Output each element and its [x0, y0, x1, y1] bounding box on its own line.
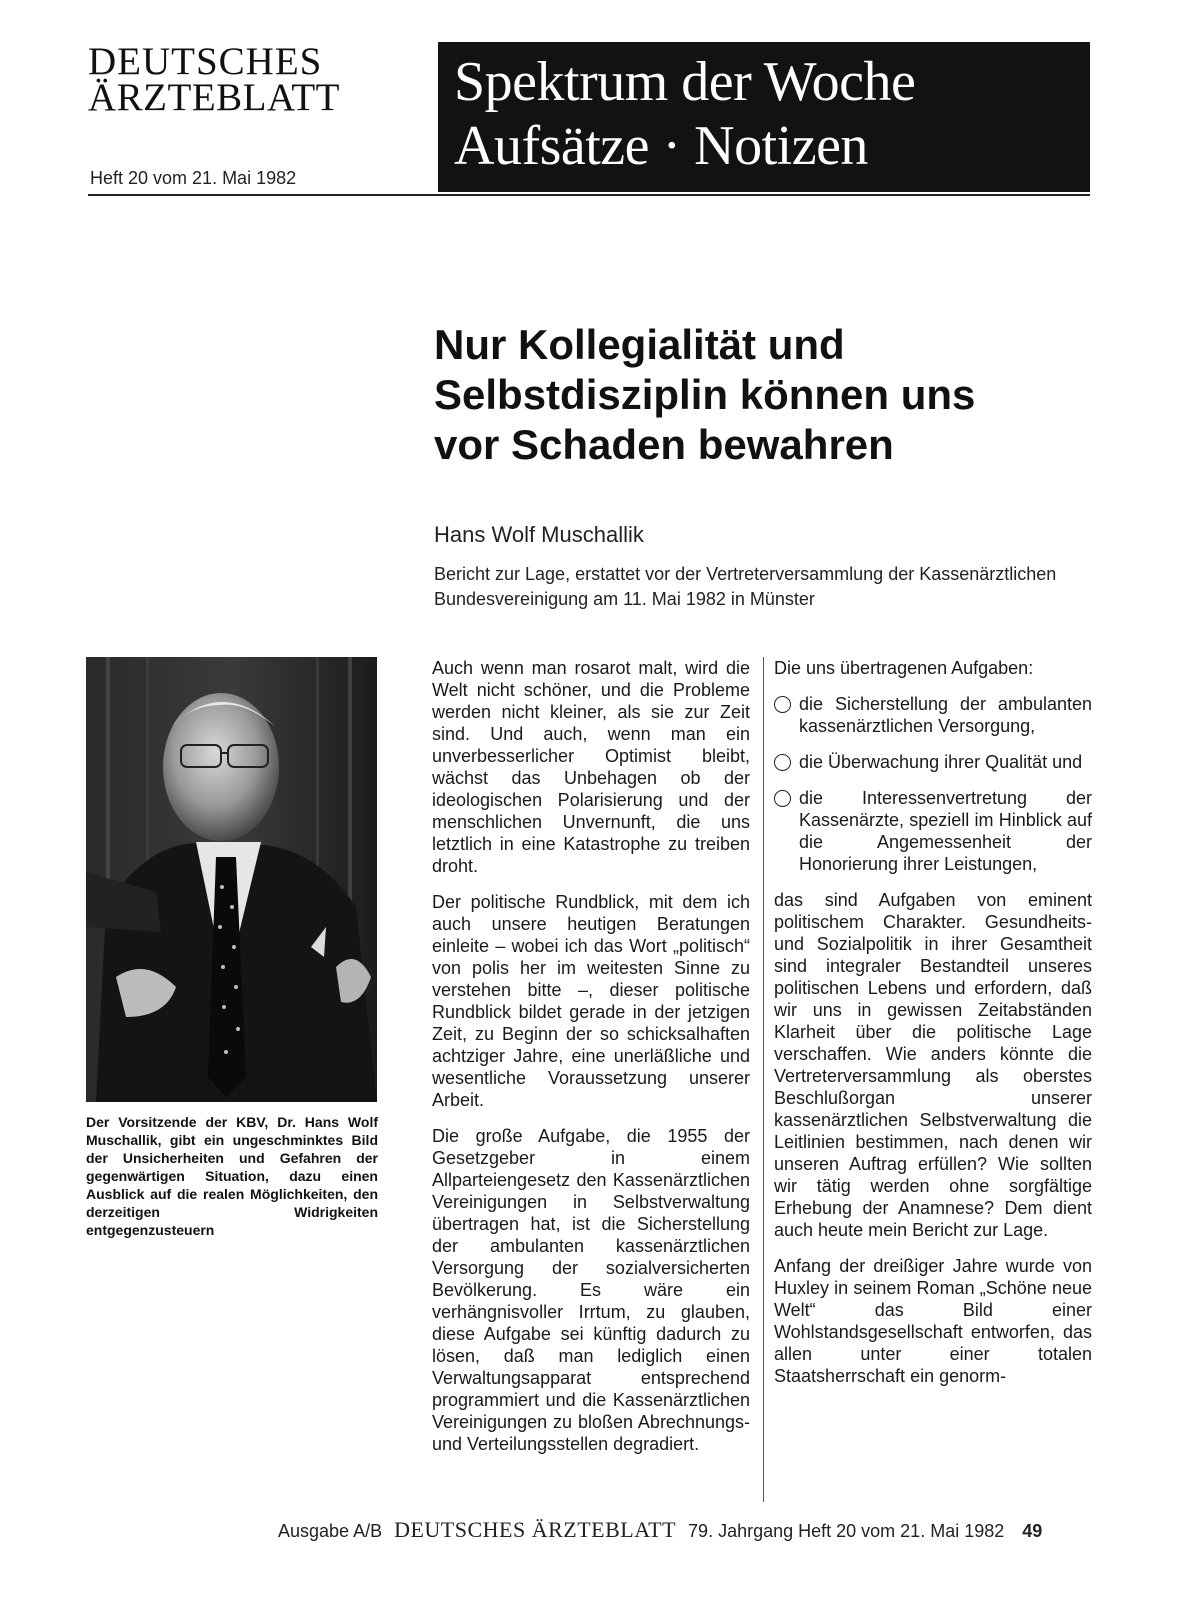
headline-line2: Selbstdisziplin können uns	[434, 371, 976, 418]
paragraph: Die große Aufgabe, die 1955 der Gesetzgeber in einem Allparteiengesetz den Kassenärztlichen Vereinigungen in Selbstverwaltung übertragen hat, ist die Sicherstellung der ambulanten kassenärztlichen Versorgung der sozialversicherten Bevölkerung. Es wäre ein verhängnisvoller Irrtum, zu glauben, diese Aufgabe sei künftig dadurch zu lösen, daß man lediglich einen Verwaltungsapparat entsprechend programmiert und die Kassenärztlichen Vereinigungen zu bloßen Abrechnungs- und Verteilungsstellen degradiert.	[432, 1126, 750, 1454]
portrait-photo	[86, 657, 377, 1102]
masthead	[88, 38, 1090, 203]
paragraph: Anfang der dreißiger Jahre wurde von Huxley in seinem Roman „Schöne neue Welt“ das Bild einer Wohlstandsgesellschaft entworfen, das allen unter einer totalen Staatsherrschaft ein genorm-	[774, 1256, 1092, 1386]
article-subtitle: Bericht zur Lage, erstattet vor der Vertreterversammlung der Kassenärztlichen Bundesvereinigung am 11. Mai 1982 in Münster	[434, 564, 1057, 609]
masthead-rule	[88, 194, 1090, 196]
footer-edition: Ausgabe A/B	[278, 1521, 383, 1541]
circle-bullet-icon	[774, 790, 791, 807]
footer-journal: DEUTSCHES ÄRZTEBLATT	[394, 1517, 677, 1542]
article-author: Hans Wolf Muschallik	[434, 522, 644, 547]
journal-logo-line1: DEUTSCHES	[88, 40, 323, 83]
paragraph: Die uns übertragenen Aufgaben:	[774, 658, 1034, 678]
article-headline	[434, 320, 1114, 470]
list-item-text: die Interessenvertretung der Kassenärzte, speziell im Hinblick auf die Angemessenheit der Honorierung ihrer Leistungen,	[799, 788, 1092, 874]
section-banner	[438, 42, 1090, 192]
page-footer	[278, 1517, 1098, 1543]
headline-line3: vor Schaden bewahren	[434, 421, 894, 468]
section-banner-line2: Aufsätze · Notizen	[454, 115, 868, 177]
circle-bullet-icon	[774, 696, 791, 713]
paragraph: Der politische Rundblick, mit dem ich auch unsere heutigen Beratungen einleite – wobei ich das Wort „politisch“ von polis her im weitesten Sinne zu verstehen bitte –, dieser politische Rundblick bildet gerade in der jetzigen Zeit, zu Beginn der so schicksalhaften achtziger Jahre, eine unerläßliche und wesentliche Voraussetzung unserer Arbeit.	[432, 892, 750, 1110]
photo-caption: Der Vorsitzende der KBV, Dr. Hans Wolf Muschallik, gibt ein ungeschminktes Bild der Unsicherheiten und Gefahren der gegenwärtigen Situation, dazu einen Ausblick auf die realen Möglichkeiten, den derzeitigen Widrigkeiten entgegenzusteuern	[86, 1114, 378, 1238]
list-item	[774, 787, 1092, 875]
paragraph: Auch wenn man rosarot malt, wird die Welt nicht schöner, und die Probleme werden nicht kleiner, als sie zur Zeit sind. Und auch, wenn man ein unverbesserlicher Optimist bleibt, wächst das Unbehagen ob der ideologischen Polarisierung und der menschlichen Unvernunft, die uns letztlich in eine Katastrophe zu treiben droht.	[432, 658, 750, 876]
portrait-image	[86, 657, 377, 1102]
text-column-2	[774, 657, 1092, 1401]
issue-date: Heft 20 vom 21. Mai 1982	[90, 168, 297, 188]
circle-bullet-icon	[774, 754, 791, 771]
page-number: 49	[1022, 1521, 1043, 1541]
paragraph: das sind Aufgaben von eminent politischem Charakter. Gesundheits- und Sozialpolitik in ihrer Gesamtheit sind integraler Bestandteil unseres politischen Lebens und erfordern, daß wir uns in gewissen Zeitabständen Klarheit über die politische Lage verschaffen. Wie anders könnte die Vertreterversammlung als oberstes Beschlußorgan unserer kassenärztlichen Selbstverwaltung die Leitlinien bestimmen, nach denen wir unseren Auftrag erfüllen? Wie sollten wir tätig werden ohne sorgfältige Erhebung der Anamnese? Dem dient auch heute mein Bericht zur Lage.	[774, 890, 1092, 1240]
list-item-text: die Überwachung ihrer Qualität und	[799, 752, 1083, 772]
footer-issue: 79. Jahrgang Heft 20 vom 21. Mai 1982	[688, 1521, 1005, 1541]
headline-line1: Nur Kollegialität und	[434, 321, 845, 368]
section-banner-line1: Spektrum der Woche	[454, 51, 916, 113]
text-column-1	[432, 657, 750, 1469]
column-divider	[763, 657, 764, 1502]
journal-logo	[88, 40, 418, 119]
list-item-text: die Sicherstellung der ambulanten kassenärztlichen Versorgung,	[799, 694, 1092, 736]
list-item	[774, 751, 1092, 773]
journal-logo-line2: ÄRZTEBLATT	[88, 76, 340, 119]
list-item	[774, 693, 1092, 737]
